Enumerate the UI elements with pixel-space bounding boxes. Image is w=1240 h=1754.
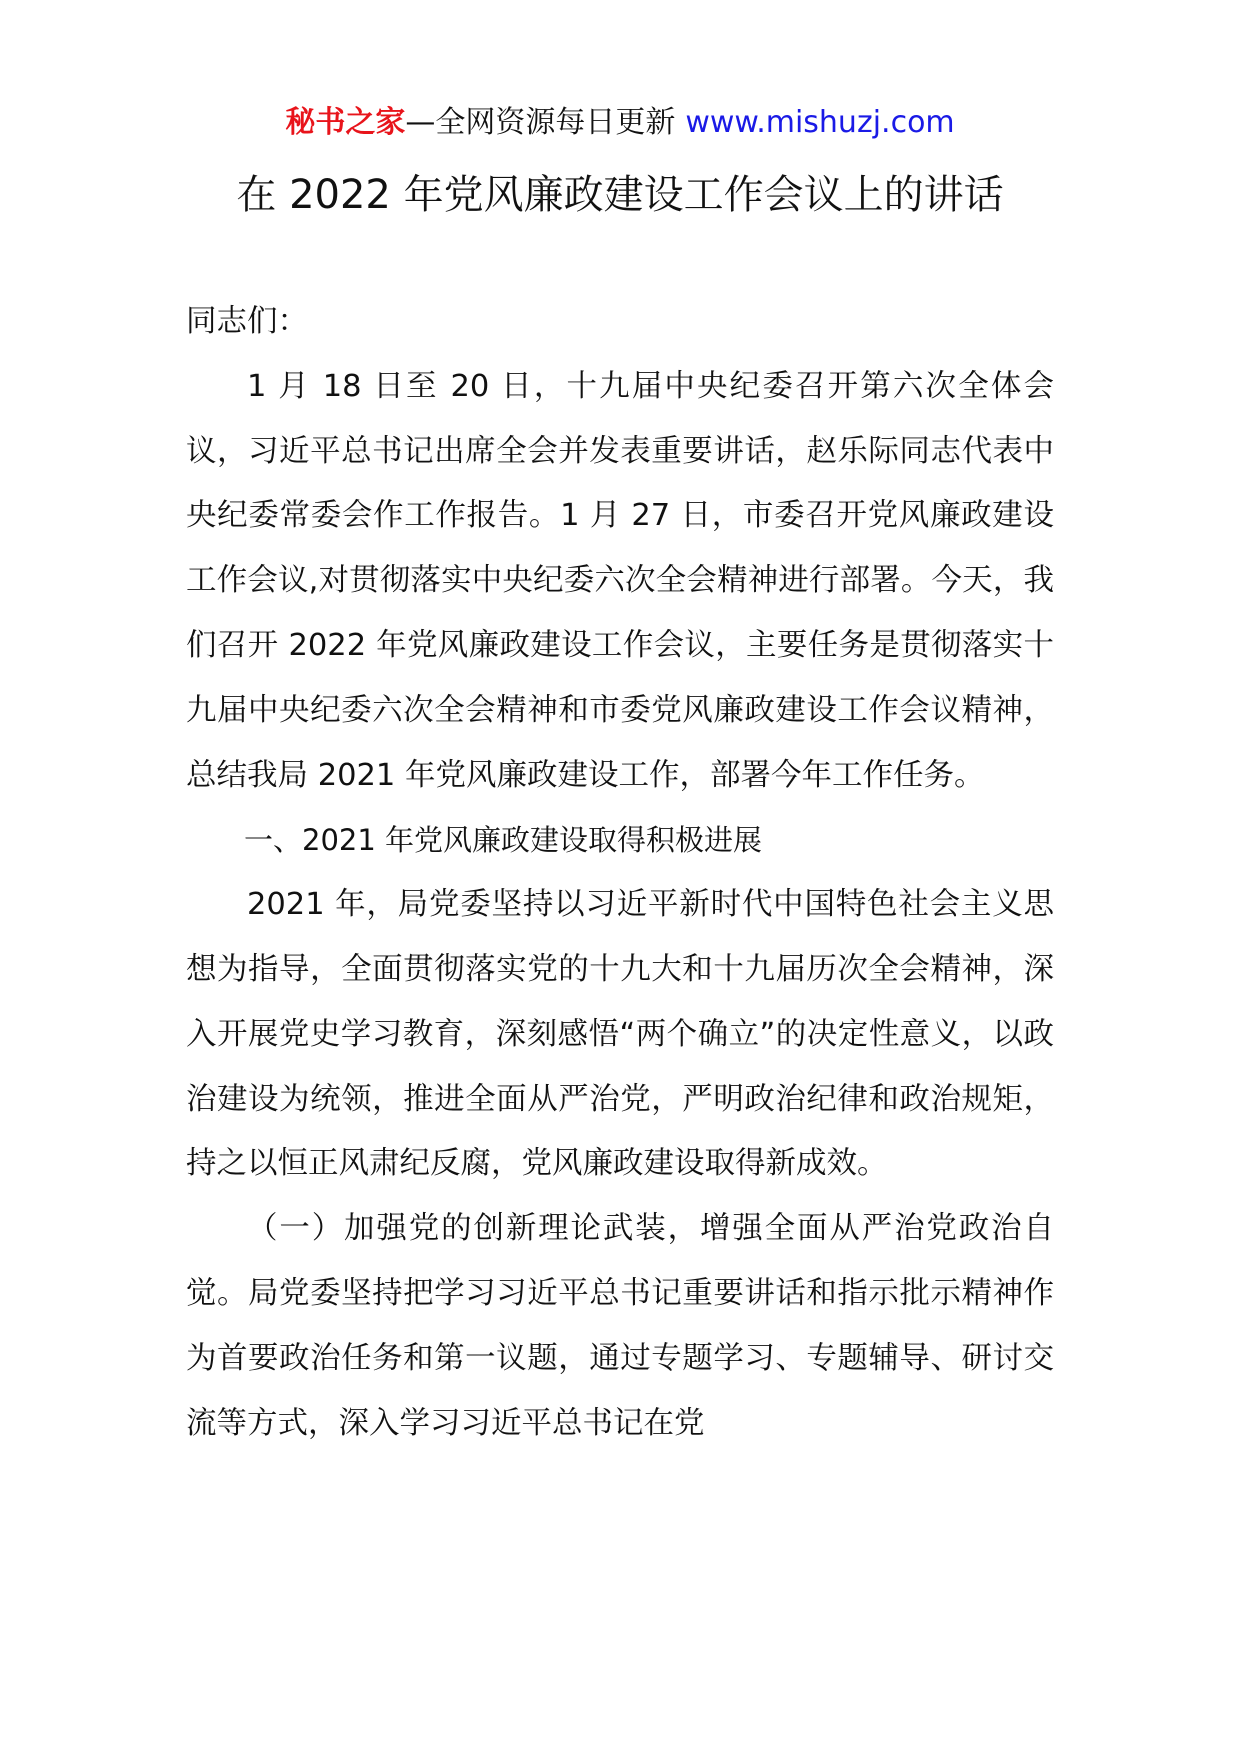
paragraph-intro: 1 月 18 日至 20 日，十九届中央纪委召开第六次全体会议，习近平总书记出席全会并发表重要讲话，赵乐际同志代表中央纪委常委会作工作报告。1 月 27 日，市委召开党风廉政建设工作会议,对贯彻落实中央纪委六次全会精神进行部署。今天，我们召开 2022 年党风廉政建设工作会议，主要任务是贯彻落实十九届中央纪委六次全会精神和市委党风廉政建设工作会议精神，总结我局 2021 年党风廉政建设工作，部署今年工作任务。 [186, 368, 1054, 793]
brand-name: 秘书之家 [285, 105, 406, 140]
site-url-link[interactable]: www.mishuzj.com [685, 105, 955, 140]
paragraph-summary: 2021 年，局党委坚持以习近平新时代中国特色社会主义思想为指导，全面贯彻落实党的十九大和十九届历次全会精神，深入开展党史学习教育，深刻感悟“两个确立”的决定性意义，以政治建设为统领，推进全面从严治党，严明政治纪律和政治规矩，持之以恒正风肃纪反腐，党风廉政建设取得新成效。 [186, 887, 1054, 1182]
salutation: 同志们： [186, 304, 308, 339]
document-title: 在 2022 年党风廉政建设工作会议上的讲话 [236, 172, 1004, 218]
site-header [0, 100, 1240, 146]
header-tagline: —全网资源每日更新 [405, 105, 676, 140]
document-body [186, 290, 1054, 1456]
paragraph-subsection-1: （一）加强党的创新理论武装，增强全面从严治党政治自觉。局党委坚持把学习习近平总书记重要讲话和指示批示精神作为首要政治任务和第一议题，通过专题学习、专题辅导、研讨交流等方式，深入学习习近平总书记在党 [186, 1211, 1054, 1441]
section-heading: 一、2021 年党风廉政建设取得积极进展 [244, 823, 763, 858]
